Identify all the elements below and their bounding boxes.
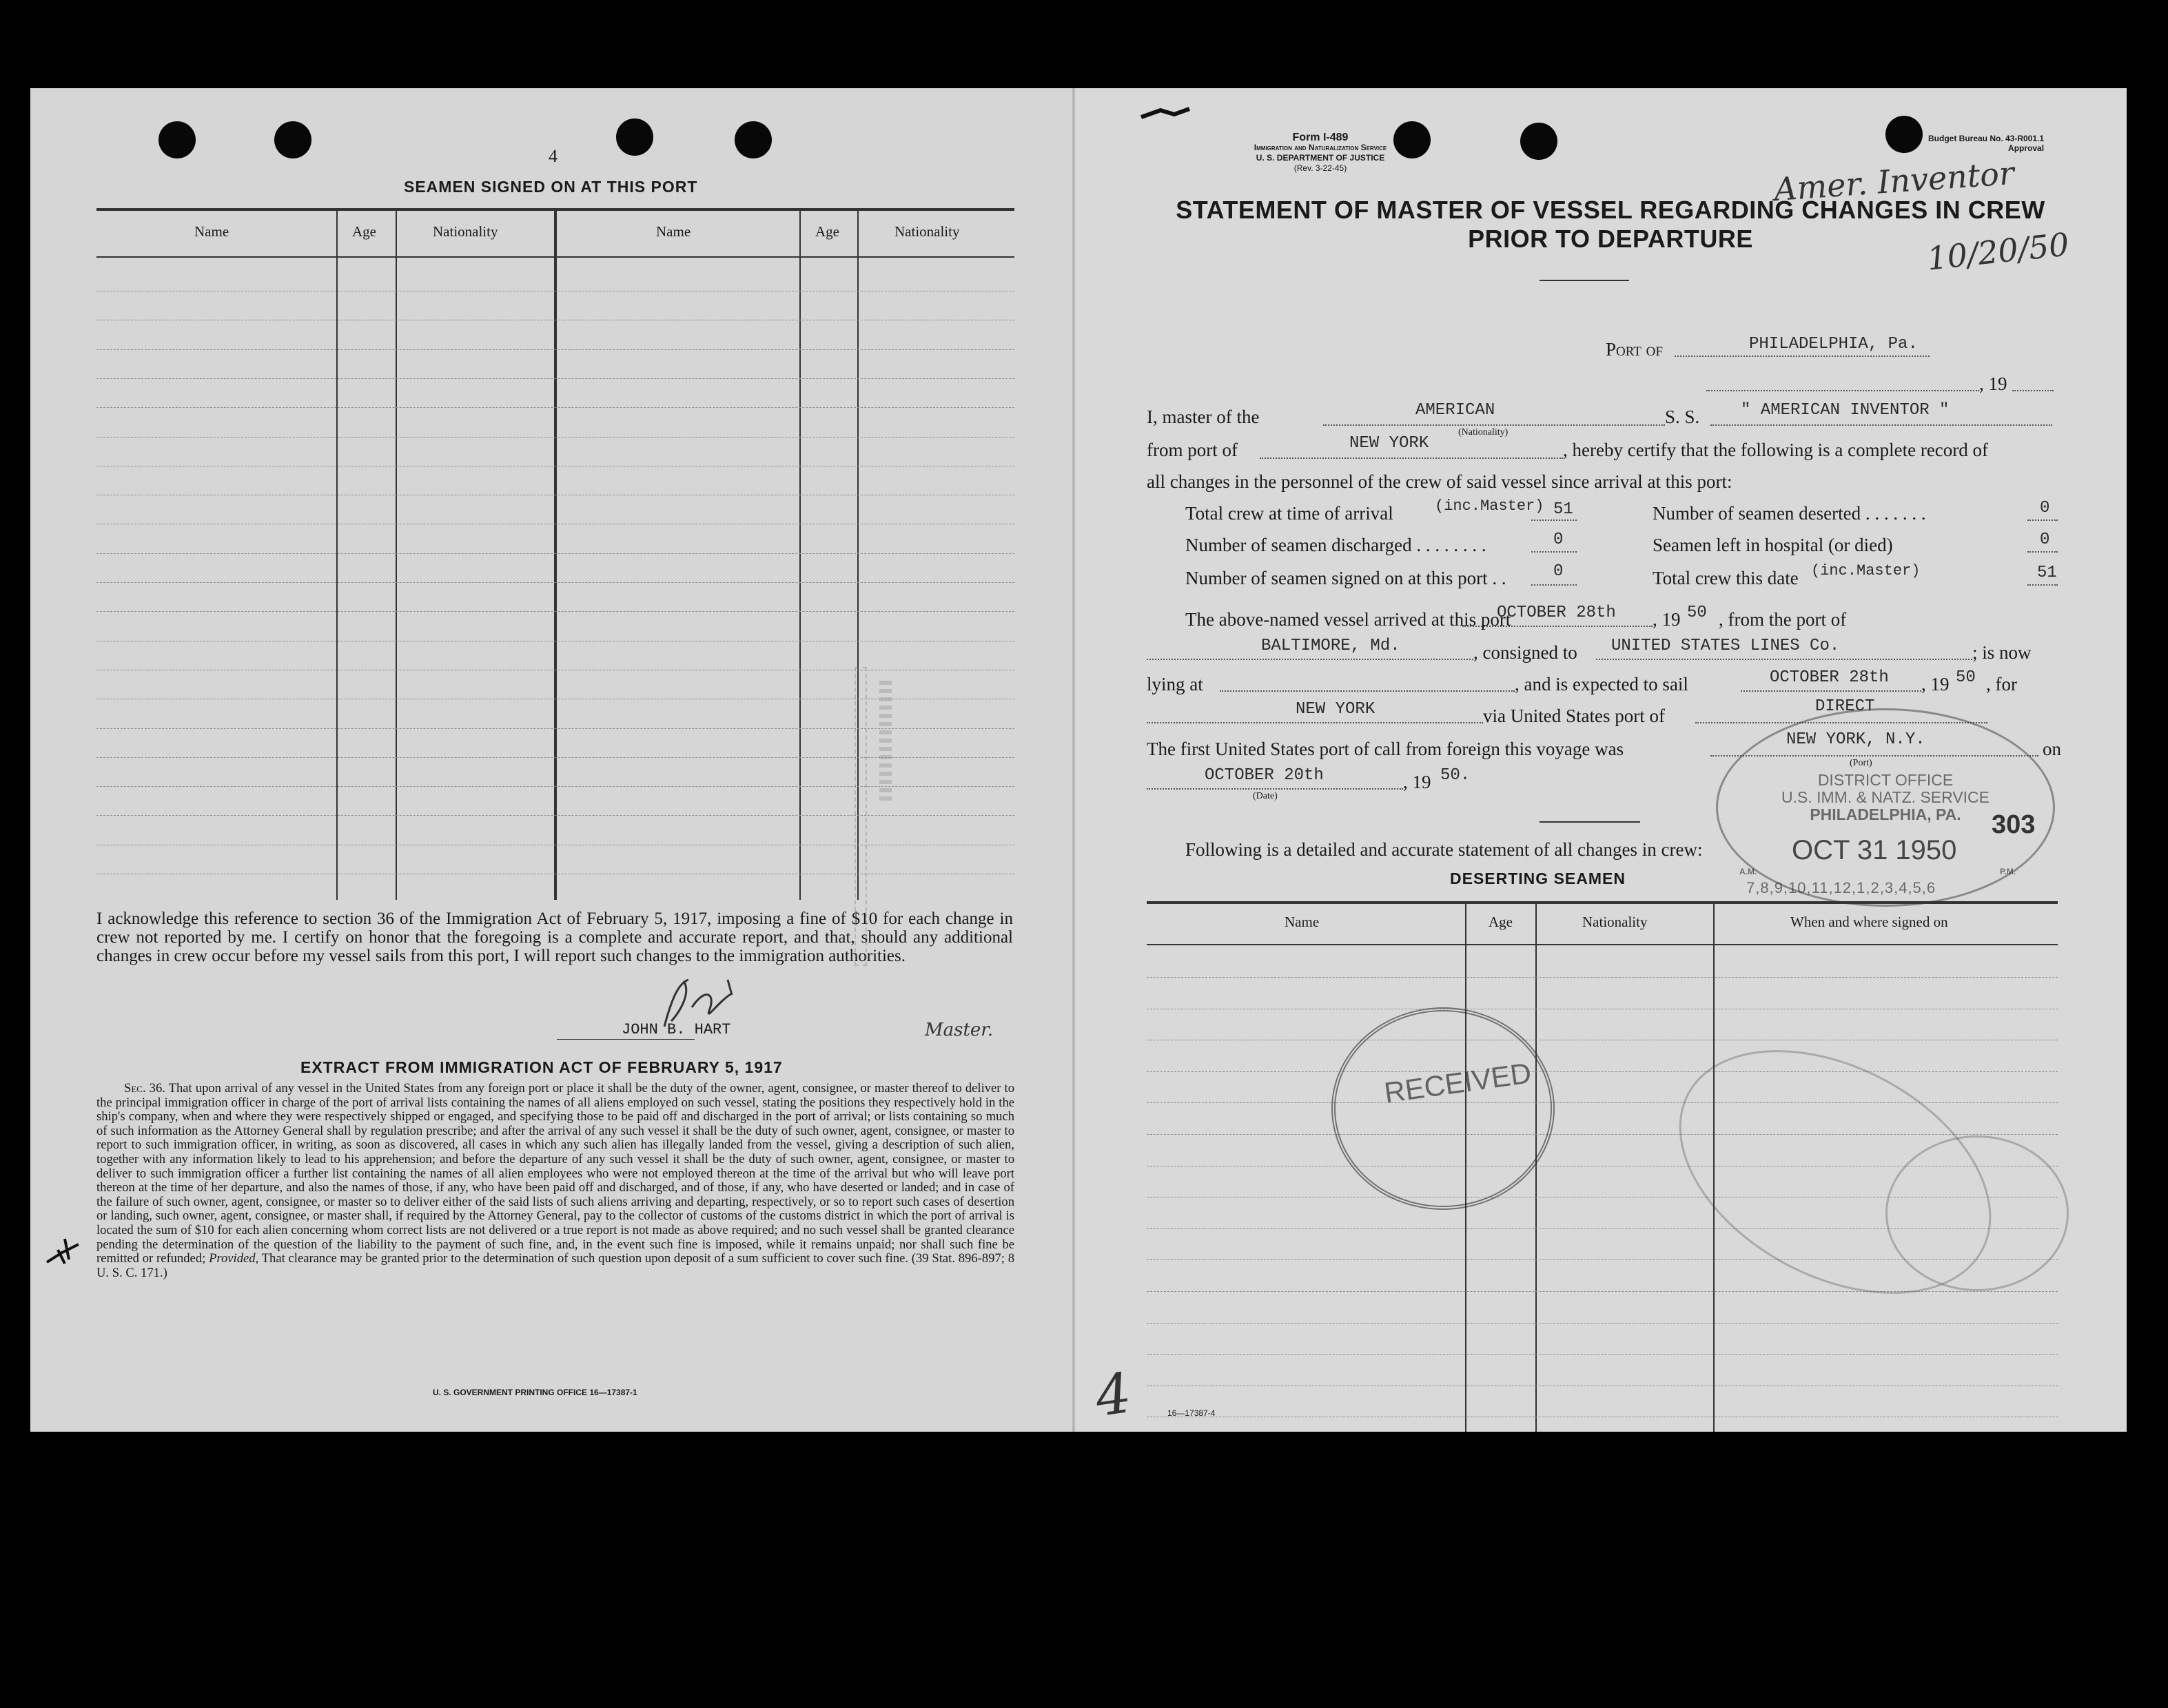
received-stamp-text: RECEIVED	[1382, 1056, 1533, 1109]
first-year-prefix: , 19	[1403, 772, 1431, 792]
footer-code: 16—17387-4	[1167, 1408, 1216, 1418]
extract-heading: EXTRACT FROM IMMIGRATION ACT OF FEBRUARY 5, 1917	[300, 1058, 783, 1076]
date-caption: (Date)	[1253, 791, 1278, 801]
punch-hole	[274, 121, 311, 158]
handwritten-date: 10/20/50	[1925, 225, 2071, 278]
hospital-label: Seamen left in hospital (or died)	[1653, 535, 1893, 555]
destination: NEW YORK	[1296, 700, 1376, 719]
from-port-2: BALTIMORE, Md.	[1261, 637, 1400, 655]
total-crew-date-value: 51	[2037, 564, 2057, 582]
table-row	[96, 582, 1014, 583]
table-row	[96, 378, 1014, 379]
margin-handwritten-number: 4	[1091, 1360, 1136, 1430]
table-row	[96, 407, 1014, 408]
acknowledgment-text: I acknowledge this reference to section 36 of the Immigration Act of February 5, 1917, imposing a fine of $10 for each change in crew not reported by me. I certify on honor that the foregoing is a complete and accurate report, and that, should any additional changes in crew occur before my vessel sails from this port, I will report such changes to the immigration authorities.	[96, 909, 1013, 965]
ss-label: S. S.	[1665, 407, 1700, 427]
deserted-label: Number of seamen deserted . . . . . . .	[1653, 503, 1926, 524]
via-label: via United States port of	[1483, 706, 1665, 726]
master-of-the-label: I, master of the	[1147, 407, 1260, 427]
inc-master-2: (inc.Master)	[1811, 562, 1921, 579]
signed-on-value: 0	[1553, 562, 1564, 581]
faded-stamp-vertical	[855, 667, 903, 970]
arrived-year: 50	[1687, 604, 1707, 622]
left-page	[30, 88, 1075, 1432]
port-label: Port of	[1606, 339, 1663, 360]
total-crew-arrival-value: 51	[1553, 500, 1573, 519]
table-row	[1147, 1323, 2058, 1324]
col-nationality: Nationality	[433, 223, 498, 240]
lying-at-label: lying at	[1147, 674, 1203, 694]
received-stamp	[1331, 1007, 1555, 1210]
section-36-text: Sec. 36. That upon arrival of any vessel in the United States from any foreign port or place it shall be the duty of the owner, agent, consignee, or master thereof to deliver to the principal immigration officer in charge of the port of arrival lists containing the names of all aliens employed on such vessel, stating the positions they respectively hold in the ship's company, when and where they were respectively shipped or engaged, and specifying those to be paid off and discharged in the port of arrival; or lists containing so much of such information as the Attorney General shall by regulation prescribe; and after the arrival of any such vessel it shall be the duty of such owner, agent, consignee, or master to report to such immigration officer, in writing, as soon as discovered, all cases in which any such alien has illegally landed from the vessel, giving a description of such alien, together with any information likely to lead to his apprehension; and before the departure of any such vessel it shall be the duty of such owner, agent, consignee, or master to deliver to such immigration officer a further list containing the names of all alien employees who were not employed thereon at the time of the arrival but who will leave port thereon at the time of her departure, and also the names of those, if any, who have been paid off and discharged, and of those, if any, who have deserted or landed; and in case of the failure of such owner, agent, consignee, or master so to deliver either of the said lists of such aliens arriving and departing, respectively, or so to report such cases of desertion or landing, such owner, agent, consignee, or master shall, if required by the Attorney General, pay to the collector of customs of the customs district in which the port of arrival is located the sum of $10 for each alien concerning whom correct lists are not delivered or a true report is not made as above required; and no such vessel shall be granted clearance pending the determination of the question of the liability to the payment of such fine, and, in the event such fine is imposed, while it remains unpaid; nor shall such fine be remitted or refunded; Provided, That clearance may be granted prior to the determination of such question upon deposit of a sum sufficient to cover such fine. (39 Stat. 896-897; 8 U. S. C. 171.)	[96, 1081, 1014, 1280]
certify-text: , hereby certify that the following is a complete record of	[1563, 440, 1989, 460]
punch-hole	[158, 121, 196, 158]
from-port-label: from port of	[1147, 440, 1238, 460]
handwritten-ship-name: Amer. Inventor	[1772, 154, 2016, 209]
page-number: 4	[549, 146, 558, 166]
year-suffix: , 19	[1979, 373, 2007, 394]
signature-scribble	[651, 973, 747, 1035]
date-stamp: OCT 31 1950	[1792, 835, 1957, 865]
on-label: on	[2043, 739, 2061, 759]
punch-hole	[616, 119, 653, 156]
printing-office: U. S. GOVERNMENT PRINTING OFFICE 16—17387-1	[433, 1388, 637, 1397]
inc-master-1: (inc.Master)	[1435, 497, 1544, 515]
port-caption: (Port)	[1850, 758, 1872, 768]
punch-hole	[1885, 116, 1923, 153]
deserted-value: 0	[2040, 499, 2050, 517]
total-crew-arrival-label: Total crew at time of arrival	[1185, 503, 1393, 524]
punch-hole	[1520, 123, 1557, 160]
budget-note: Budget Bureau No. 43-R001.1 Approval	[1928, 134, 2045, 153]
all-changes-text: all changes in the personnel of the crew of said vessel since arrival at this port:	[1147, 471, 1732, 492]
table-row	[1147, 1354, 2058, 1355]
stamp-hours: 7,8,9,10,11,12,1,2,3,4,5,6	[1746, 879, 1936, 896]
torn-corner-mark	[1140, 103, 1195, 124]
col-age: Age	[1489, 914, 1513, 930]
col-nationality: Nationality	[894, 223, 960, 240]
ship-value: " AMERICAN INVENTOR "	[1741, 401, 1950, 420]
master-name: JOHN B. HART	[622, 1021, 731, 1038]
discharged-label: Number of seamen discharged . . . . . . . .	[1185, 535, 1486, 555]
consignee: UNITED STATES LINES Co.	[1611, 637, 1840, 655]
nationality-caption: (Nationality)	[1458, 427, 1509, 438]
deserting-heading: DESERTING SEAMEN	[1450, 870, 1626, 887]
following-label: Following is a detailed and accurate statement of all changes in crew:	[1185, 839, 1703, 860]
signed-on-label: Number of seamen signed on at this port . .	[1185, 568, 1506, 588]
form-title: STATEMENT OF MASTER OF VESSEL REGARDING CHANGES IN CREW PRIOR TO DEPARTURE	[1176, 196, 2045, 253]
discharged-value: 0	[1553, 531, 1564, 549]
first-port-value: NEW YORK, N.Y.	[1786, 730, 1925, 749]
col-age: Age	[352, 223, 376, 240]
col-name: Name	[1285, 914, 1320, 930]
faded-small-stamp	[1885, 1135, 2069, 1291]
form-header: Form I-489 Immigration and Naturalization Service U. S. DEPARTMENT OF JUSTICE (Rev. 3-22-45)	[1254, 132, 1387, 173]
expected-label: , and is expected to sail	[1515, 674, 1688, 694]
col-name: Name	[656, 223, 691, 240]
table-row	[1147, 1071, 2058, 1072]
sail-year-prefix: , 19	[1921, 674, 1950, 694]
table-row	[96, 437, 1014, 438]
col-when-where: When and where signed on	[1790, 914, 1948, 930]
table-row	[1147, 977, 2058, 978]
stamp-am: A.M.	[1739, 867, 1757, 876]
col-name: Name	[194, 223, 229, 240]
arrived-date: OCTOBER 28th	[1497, 604, 1616, 622]
nationality-value: AMERICAN	[1415, 401, 1495, 420]
first-year: 50.	[1440, 766, 1471, 785]
table-row	[96, 349, 1014, 350]
table-row	[96, 553, 1014, 554]
sail-date: OCTOBER 28th	[1770, 668, 1889, 687]
col-age: Age	[815, 223, 839, 240]
punch-hole	[735, 121, 772, 158]
stamp-pm: P.M.	[2000, 867, 2016, 876]
district-office-stamp-text: DISTRICT OFFICE U.S. IMM. & NATZ. SERVICE PHILADELPHIA, PA.	[1781, 771, 1990, 823]
total-crew-date-label: Total crew this date	[1653, 568, 1799, 588]
first-port-label: The first United States port of call from foreign this voyage was	[1147, 739, 1624, 759]
margin-check-mark	[44, 1232, 88, 1273]
right-page	[1075, 88, 2127, 1432]
from-port-value: NEW YORK	[1349, 434, 1429, 453]
arrived-label: The above-named vessel arrived at this port	[1185, 609, 1511, 630]
first-date: OCTOBER 20th	[1205, 766, 1324, 785]
via-value: DIRECT	[1815, 697, 1875, 716]
arrived-year-prefix: , 19	[1653, 609, 1681, 630]
signed-on-heading: SEAMEN SIGNED ON AT THIS PORT	[404, 178, 698, 196]
master-label: Master.	[925, 1020, 994, 1040]
port-value: PHILADELPHIA, Pa.	[1749, 335, 1918, 353]
sail-year: 50	[1956, 668, 1976, 687]
col-nationality: Nationality	[1582, 914, 1648, 930]
hospital-value: 0	[2040, 531, 2050, 549]
for-label: , for	[1986, 674, 2017, 694]
table-row	[96, 611, 1014, 612]
stamp-number: 303	[1992, 810, 2036, 839]
from-the-port-of: , from the port of	[1719, 609, 1847, 630]
consigned-label: , consigned to	[1473, 642, 1577, 663]
is-now: ; is now	[1972, 642, 2032, 663]
